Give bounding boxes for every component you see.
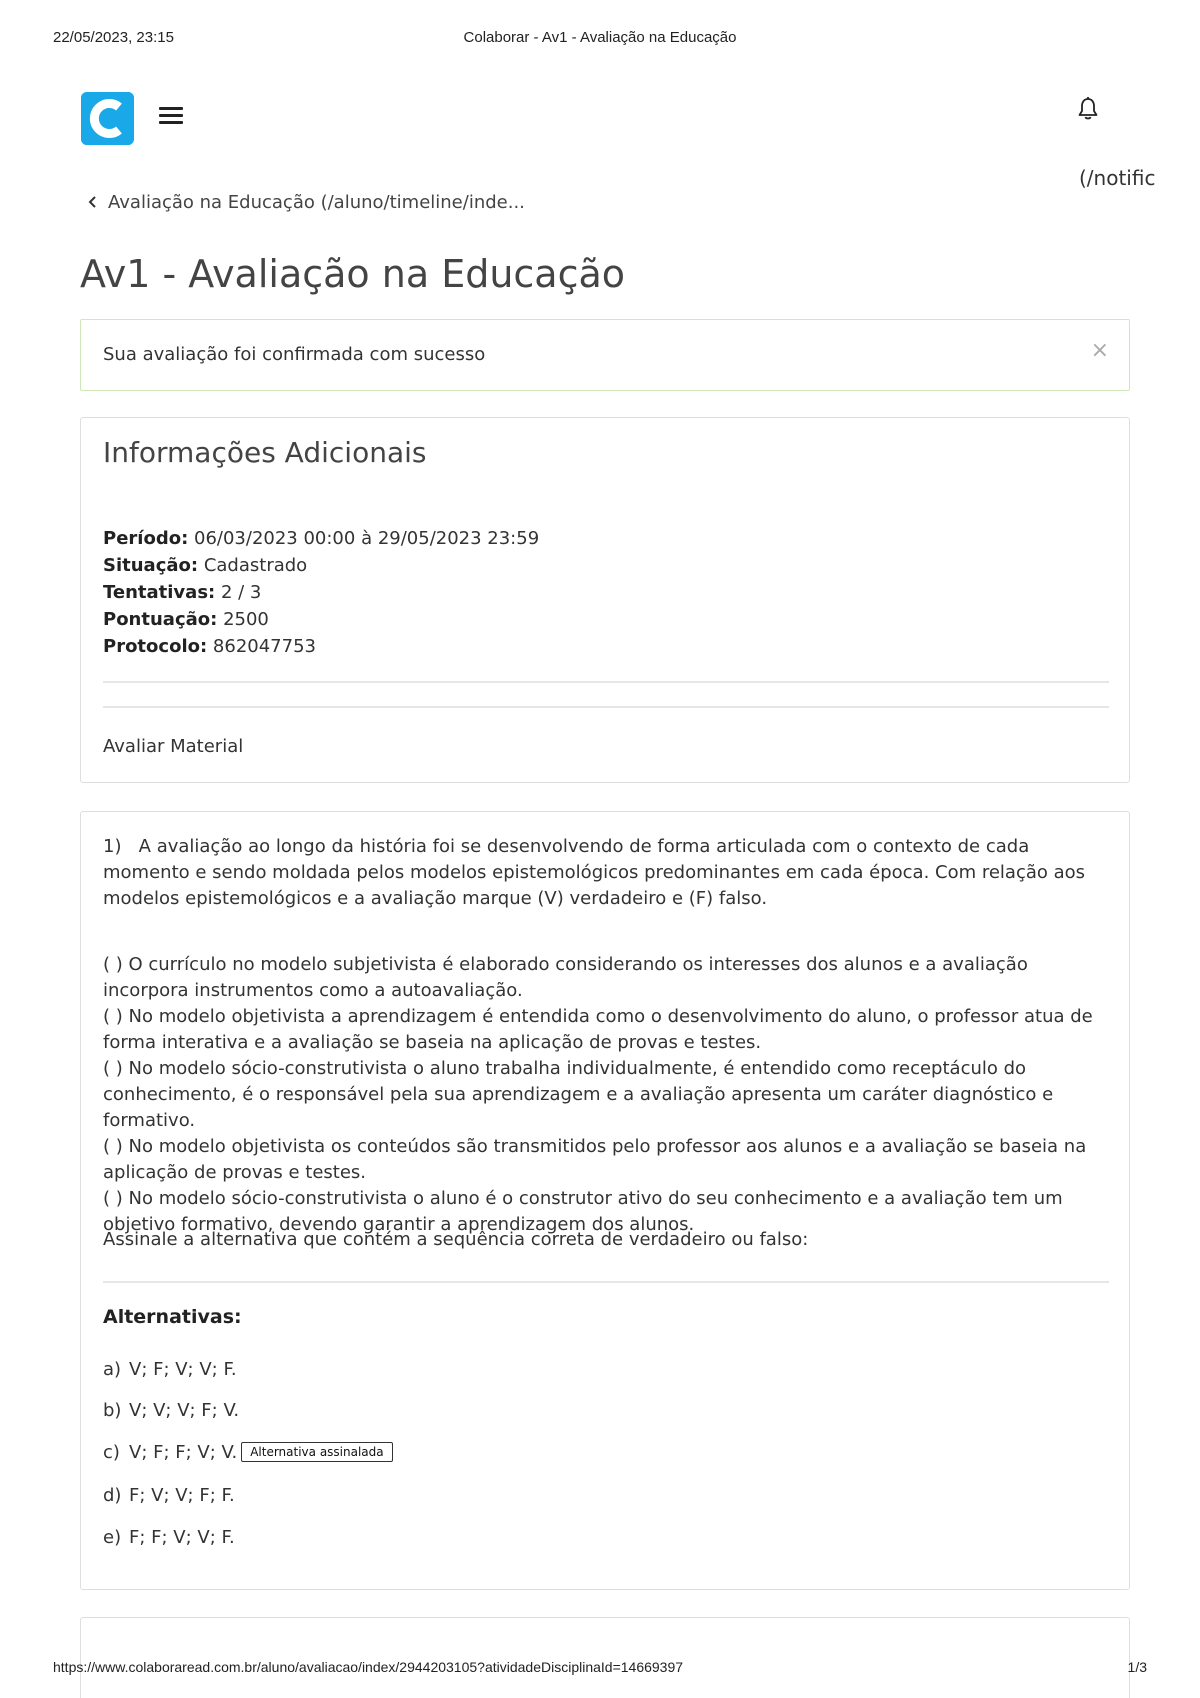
print-page-number: 1/3 <box>1127 1659 1147 1675</box>
question-items <box>103 952 1113 1238</box>
alternative-c[interactable] <box>103 1442 393 1463</box>
question-item: ( ) No modelo objetivista a aprendizagem é entendida como o desenvolvimento do aluno, o professor atua de forma interativa e a avaliação se baseia na aplicação de provas e testes. <box>103 1006 1093 1053</box>
alternative-text: V; F; F; V; V. <box>129 1442 238 1463</box>
question-number: 1) <box>103 836 122 857</box>
bell-icon[interactable] <box>1076 96 1100 122</box>
print-header <box>53 29 1147 49</box>
colaborar-logo[interactable] <box>81 92 134 145</box>
alternative-text: F; F; V; V; F. <box>129 1527 235 1548</box>
print-title: Colaborar - Av1 - Avaliação na Educação <box>463 29 737 46</box>
alternative-a[interactable] <box>103 1359 237 1380</box>
divider <box>103 706 1109 708</box>
divider <box>103 1281 1109 1283</box>
print-footer <box>53 1659 1147 1679</box>
alert-message: Sua avaliação foi confirmada com sucesso <box>103 344 486 365</box>
alternative-text: V; V; V; F; V. <box>129 1400 240 1421</box>
rate-material-link[interactable]: Avaliar Material <box>103 736 244 757</box>
question-item: ( ) No modelo sócio-construtivista o aluno é o construtor ativo do seu conhecimento e a avaliação tem um objetivo formativo, devendo garantir a aprendizagem dos alunos. <box>103 1188 1063 1235</box>
breadcrumb-label: Avaliação na Educação (/aluno/timeline/inde... <box>108 192 525 213</box>
alternative-d[interactable] <box>103 1485 235 1506</box>
alternatives-title: Alternativas: <box>103 1306 242 1328</box>
page-title: Av1 - Avaliação na Educação <box>80 252 626 296</box>
question-item: ( ) O currículo no modelo subjetivista é elaborado considerando os interesses dos alunos e a avaliação incorpora instrumentos como a autoavaliação. <box>103 954 1028 1001</box>
alternative-letter: e) <box>103 1527 122 1548</box>
next-question-card <box>80 1617 1130 1698</box>
success-alert <box>80 319 1130 391</box>
divider <box>103 681 1109 683</box>
alternative-text: V; F; V; V; F. <box>129 1359 237 1380</box>
print-url: https://www.colaboraread.com.br/aluno/avaliacao/index/2944203105?atividadeDisciplinaId=14669397 <box>53 1659 684 1675</box>
hamburger-icon[interactable] <box>159 107 183 127</box>
info-card-title: Informações Adicionais <box>103 436 427 469</box>
alternative-text: F; V; V; F; F. <box>129 1485 235 1506</box>
close-icon[interactable]: × <box>1090 338 1109 363</box>
question-card <box>80 811 1130 1590</box>
info-card <box>80 417 1130 783</box>
selected-badge: Alternativa assinalada <box>241 1442 392 1462</box>
question-item: ( ) No modelo objetivista os conteúdos são transmitidos pelo professor aos alunos e a avaliação se baseia na aplicação de provas e testes. <box>103 1136 1087 1183</box>
alternative-letter: c) <box>103 1442 120 1463</box>
question-text <box>103 834 1103 912</box>
question-prompt: Assinale a alternativa que contém a sequência correta de verdadeiro ou falso: <box>103 1229 809 1250</box>
info-row-tentativas: Tentativas: 2 / 3 <box>103 582 262 603</box>
notifications-link[interactable]: (/notific <box>1079 166 1156 190</box>
alternative-b[interactable] <box>103 1400 239 1421</box>
breadcrumb[interactable] <box>88 192 525 213</box>
info-row-pontuacao: Pontuação: 2500 <box>103 609 269 630</box>
info-row-protocolo: Protocolo: 862047753 <box>103 636 316 657</box>
question-item: ( ) No modelo sócio-construtivista o aluno trabalha individualmente, é entendido como receptáculo do conhecimento, é o responsável pela sua aprendizagem e a avaliação apresenta um caráter diagnóstico e formativo. <box>103 1058 1054 1131</box>
alternative-e[interactable] <box>103 1527 235 1548</box>
chevron-left-icon <box>88 192 98 213</box>
info-list <box>103 525 539 660</box>
alternative-letter: a) <box>103 1359 122 1380</box>
print-datetime: 22/05/2023, 23:15 <box>53 29 174 46</box>
alternative-letter: b) <box>103 1400 122 1421</box>
alternative-letter: d) <box>103 1485 122 1506</box>
info-row-situacao: Situação: Cadastrado <box>103 555 308 576</box>
info-row-periodo: Período: 06/03/2023 00:00 à 29/05/2023 23:59 <box>103 528 540 549</box>
question-statement: A avaliação ao longo da história foi se desenvolvendo de forma articulada com o contexto de cada momento e sendo moldada pelos modelos epistemológicos predominantes em cada época. Com relação aos modelos epistemológicos e a avaliação marque (V) verdadeiro e (F) falso. <box>103 836 1086 909</box>
